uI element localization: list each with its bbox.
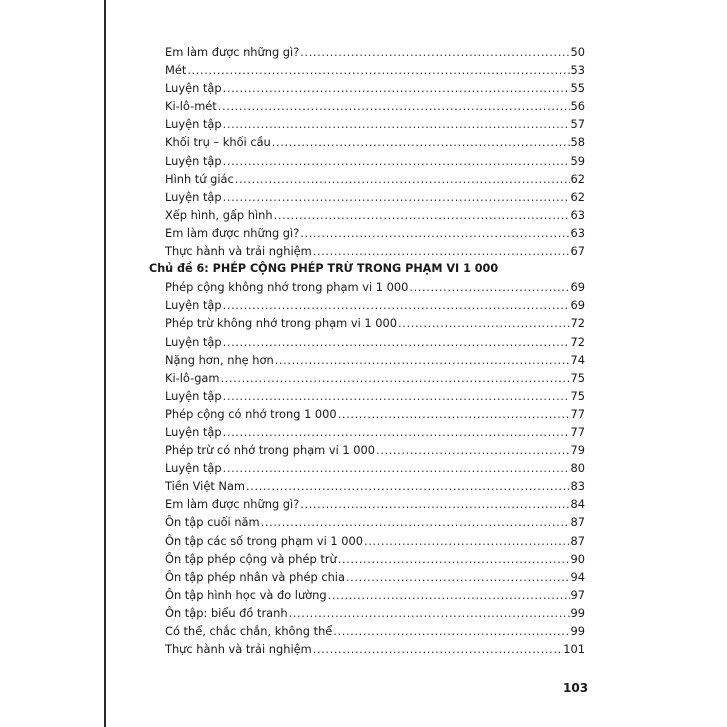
toc-entry-title: Thực hành và trải nghiệm: [165, 642, 312, 657]
dot-leader: [338, 405, 570, 423]
dot-leader: [300, 43, 569, 61]
toc-entry: [149, 604, 585, 622]
toc-entry-title: Luyện tập: [165, 334, 222, 349]
toc-entry: [149, 441, 585, 459]
toc-entry: [149, 206, 585, 224]
dot-leader: [289, 604, 570, 622]
toc-entry-page: 94: [570, 569, 585, 584]
toc-entry: [149, 423, 585, 441]
toc-entry: [149, 550, 585, 568]
chapter-heading: [149, 260, 585, 278]
dot-leader: [223, 152, 570, 170]
toc-entry-title: Phép trừ không nhớ trong phạm vi 1 000: [165, 316, 398, 331]
toc-entry-page: 62: [570, 189, 585, 204]
dot-leader: [274, 206, 570, 224]
dot-leader: [223, 79, 570, 97]
toc-entry-page: 75: [570, 370, 585, 385]
toc-entry: [149, 369, 585, 387]
toc-entry: [149, 314, 585, 332]
dot-leader: [328, 586, 570, 604]
toc-entry-page: 50: [570, 45, 585, 59]
toc-entry-page: 55: [570, 81, 585, 96]
dot-leader: [409, 278, 569, 296]
toc-entry-page: 83: [570, 479, 585, 494]
toc-entry-title: Ôn tập phép cộng và phép trừ: [165, 551, 337, 566]
toc-entry-title: Ki-lô-gam: [165, 370, 220, 385]
toc-entry-page: 99: [570, 624, 585, 638]
toc-entry-page: 67: [570, 244, 585, 259]
toc-entry-title: Em làm được những gì?: [165, 45, 300, 59]
dot-leader: [338, 550, 570, 568]
toc-entry: [149, 532, 585, 550]
toc-entry-page: 87: [570, 533, 585, 548]
toc-entry-page: 77: [570, 406, 585, 421]
toc-entry-title: Nặng hơn, nhẹ hơn: [165, 352, 274, 367]
toc-entry: [149, 640, 585, 658]
toc-entry-page: 53: [570, 63, 585, 78]
dot-leader: [364, 532, 570, 550]
toc-entry-title: Phép trừ có nhớ trong phạm vi 1 000: [165, 443, 376, 458]
toc-entry: [149, 278, 585, 296]
table-of-contents: [149, 43, 585, 658]
toc-entry-page: 87: [570, 515, 585, 530]
toc-entry-page: 72: [570, 334, 585, 349]
toc-entry-page: 80: [570, 461, 585, 476]
toc-entry-page: 90: [570, 551, 585, 566]
toc-entry: [149, 43, 585, 61]
toc-entry-title: Em làm được những gì?: [165, 497, 300, 512]
toc-entry-title: Ki-lô-mét: [165, 99, 217, 114]
toc-entry: [149, 513, 585, 531]
toc-entry-page: 58: [570, 135, 585, 150]
toc-entry: [149, 387, 585, 405]
dot-leader: [223, 333, 570, 351]
toc-entry: [149, 97, 585, 115]
toc-entry-title: Phép cộng có nhớ trong 1 000: [165, 406, 337, 421]
toc-entry-page: 77: [570, 424, 585, 439]
toc-entry-page: 99: [570, 605, 585, 620]
toc-entry-page: 63: [570, 207, 585, 222]
toc-entry-title: Em làm được những gì?: [165, 225, 300, 240]
dot-leader: [223, 188, 570, 206]
toc-entry: [149, 333, 585, 351]
toc-entry: [149, 405, 585, 423]
toc-entry-page: 74: [570, 352, 585, 367]
toc-entry-title: Có thể, chắc chắn, không thể: [165, 624, 333, 638]
dot-leader: [300, 495, 569, 513]
toc-entry-title: Mét: [165, 63, 187, 78]
dot-leader: [376, 441, 569, 459]
toc-entry: [149, 586, 585, 604]
toc-entry: [149, 170, 585, 188]
dot-leader: [218, 97, 570, 115]
toc-entry-page: 84: [570, 497, 585, 512]
toc-entry-page: 56: [570, 99, 585, 114]
chapter-title: Chủ đề 6: PHÉP CỘNG PHÉP TRỪ TRONG PHẠM VI 1 000: [149, 262, 499, 276]
toc-entry: [149, 152, 585, 170]
toc-entry: [149, 188, 585, 206]
toc-entry-title: Luyện tập: [165, 461, 222, 476]
toc-entry-title: Luyện tập: [165, 189, 222, 204]
toc-entry: [149, 477, 585, 495]
toc-entry-title: Tiền Việt Nam: [165, 479, 246, 494]
dot-leader: [272, 133, 570, 151]
toc-entry: [149, 568, 585, 586]
toc-entry-title: Ôn tập các số trong phạm vi 1 000: [165, 533, 363, 548]
toc-entry-page: 69: [570, 280, 585, 295]
dot-leader: [223, 115, 570, 133]
dot-leader: [223, 423, 570, 441]
dot-leader: [333, 622, 569, 640]
page-number: 103: [563, 681, 589, 695]
dot-leader: [235, 170, 570, 188]
toc-entry-title: Luyện tập: [165, 81, 222, 96]
toc-entry-title: Ôn tập phép nhân và phép chia: [165, 569, 345, 584]
toc-entry-title: Ôn tập hình học và đo lường: [165, 587, 327, 602]
dot-leader: [398, 314, 569, 332]
toc-entry: [149, 459, 585, 477]
dot-leader: [223, 387, 570, 405]
toc-entry-title: Khối trụ – khối cầu: [165, 135, 271, 150]
dot-leader: [223, 459, 570, 477]
dot-leader: [187, 61, 569, 79]
dot-leader: [221, 369, 570, 387]
toc-entry-page: 72: [570, 316, 585, 331]
toc-entry: [149, 115, 585, 133]
dot-leader: [275, 351, 570, 369]
toc-entry-title: Luyện tập: [165, 153, 222, 168]
toc-entry-title: Luyện tập: [165, 388, 222, 403]
dot-leader: [223, 296, 570, 314]
toc-entry-page: 69: [570, 298, 585, 313]
toc-entry-title: Luyện tập: [165, 424, 222, 439]
toc-entry-title: Thực hành và trải nghiệm: [165, 244, 312, 259]
dot-leader: [346, 568, 570, 586]
toc-entry: [149, 133, 585, 151]
dot-leader: [261, 513, 570, 531]
dot-leader: [313, 640, 563, 658]
toc-entry-title: Ôn tập: biểu đồ tranh: [165, 605, 288, 620]
toc-entry-title: Hình tứ giác: [165, 171, 234, 186]
toc-entry-page: 75: [570, 388, 585, 403]
toc-entry-title: Ôn tập cuối năm: [165, 515, 260, 530]
toc-entry: [149, 61, 585, 79]
toc-entry-page: 79: [570, 443, 585, 458]
toc-entry-title: Luyện tập: [165, 298, 222, 313]
dot-leader: [300, 224, 569, 242]
toc-entry-page: 63: [570, 225, 585, 240]
toc-entry: [149, 224, 585, 242]
toc-entry-page: 57: [570, 117, 585, 132]
toc-entry-page: 62: [570, 171, 585, 186]
toc-entry: [149, 296, 585, 314]
dot-leader: [246, 477, 569, 495]
toc-entry-title: Xếp hình, gấp hình: [165, 207, 273, 222]
toc-entry: [149, 495, 585, 513]
toc-entry: [149, 351, 585, 369]
toc-entry: [149, 242, 585, 260]
toc-entry-page: 97: [570, 587, 585, 602]
page-binding-line: [104, 0, 106, 727]
dot-leader: [313, 242, 570, 260]
toc-entry: [149, 622, 585, 640]
toc-entry-page: 101: [563, 642, 585, 657]
toc-entry: [149, 79, 585, 97]
toc-entry-page: 59: [570, 153, 585, 168]
toc-entry-title: Phép cộng không nhớ trong phạm vi 1 000: [165, 280, 409, 295]
toc-entry-title: Luyện tập: [165, 117, 222, 132]
